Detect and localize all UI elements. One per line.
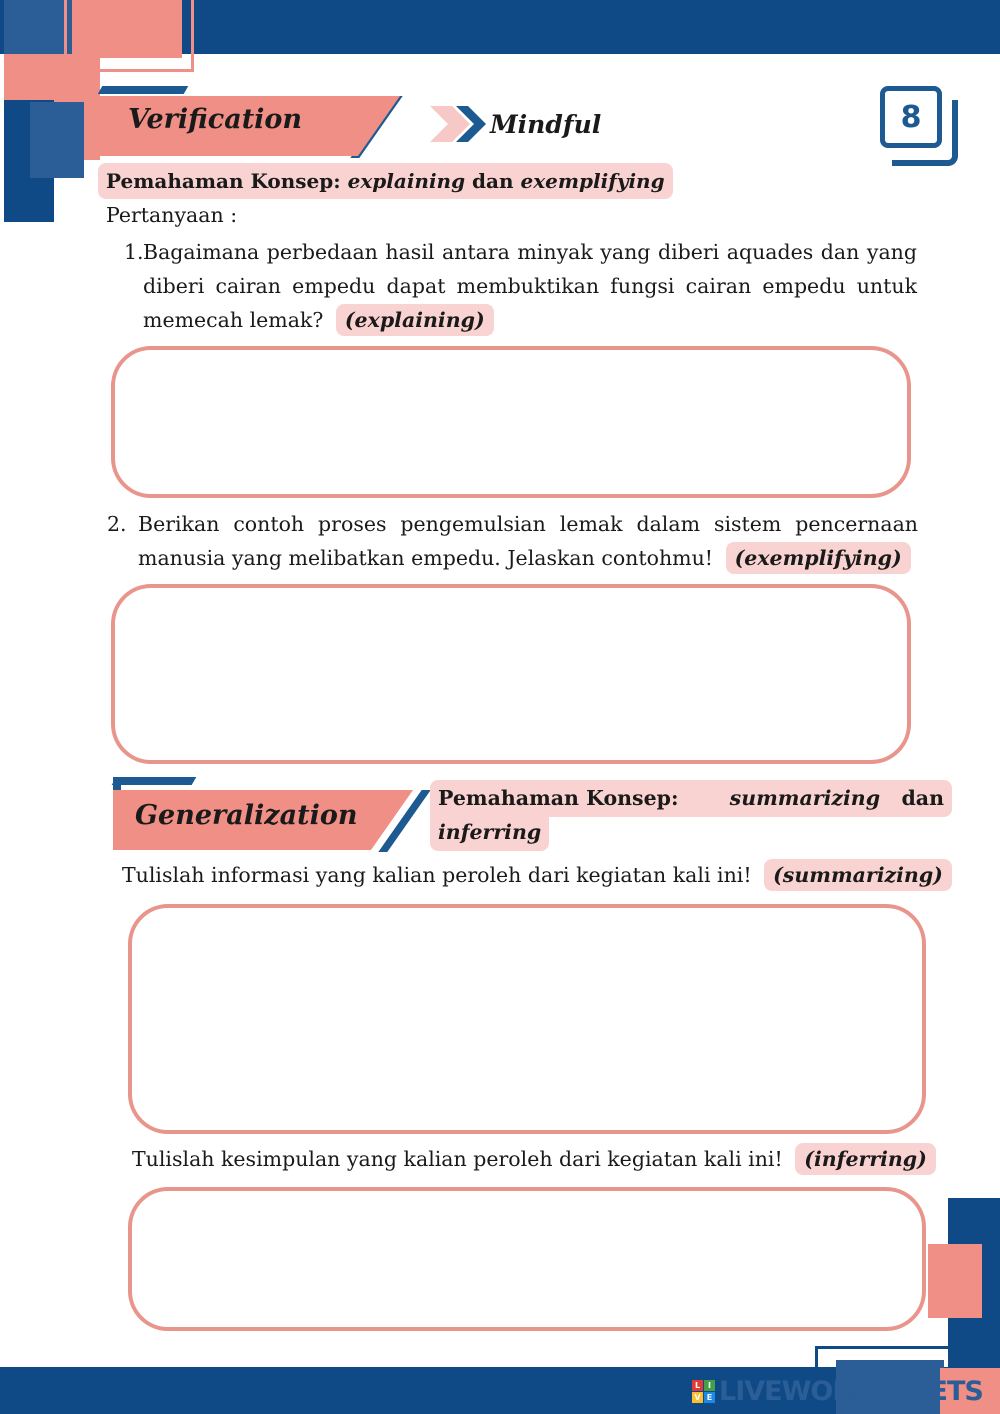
logo-badge-i: I xyxy=(704,1380,715,1391)
q2-line-1: Berikan contoh proses pengemulsian lemak dalam sistem pencernaan xyxy=(138,512,918,536)
generalization-title: Generalization xyxy=(135,800,358,831)
right-block-salmon xyxy=(928,1244,982,1318)
generalization-concept-prefix: Pemahaman Konsep: xyxy=(438,786,679,810)
logo-badge-v: V xyxy=(692,1392,703,1403)
corner-outline xyxy=(64,0,194,72)
q1-text xyxy=(143,235,917,337)
summary-tag: (summarizing) xyxy=(764,859,952,891)
q1-line-2: diberi cairan empedu dapat membuktikan fungsi cairan empedu untuk xyxy=(143,274,917,298)
generalization-concept-joiner: dan xyxy=(901,786,944,810)
concept-term-1: explaining xyxy=(347,169,466,193)
q1-tag: (explaining) xyxy=(336,304,494,336)
verification-title: Verification xyxy=(128,104,303,135)
q1-number: 1. xyxy=(124,240,144,264)
q2-line-2 xyxy=(138,541,918,575)
summary-prompt-row xyxy=(122,858,952,892)
page-number: 8 xyxy=(880,86,942,148)
generalization-banner-accent xyxy=(112,777,197,785)
inference-prompt-row xyxy=(132,1142,936,1176)
corner-block-navy-mid xyxy=(30,102,84,178)
logo-badge-e: E xyxy=(704,1392,715,1403)
liveworksheets-logo[interactable] xyxy=(692,1376,983,1406)
generalization-concept-term-2: inferring xyxy=(438,820,542,844)
logo-text: LIVEWORKSHEETS xyxy=(719,1375,983,1407)
generalization-concept-line-1 xyxy=(430,780,952,817)
logo-badge-icon xyxy=(692,1380,715,1403)
q2-text xyxy=(138,507,918,575)
logo-badge-l: L xyxy=(692,1380,703,1391)
concept-prefix: Pemahaman Konsep: xyxy=(106,169,341,193)
verification-concept-pill xyxy=(98,163,673,199)
verification-banner-accent xyxy=(98,86,189,94)
q1-line-1: Bagaimana perbedaan hasil antara minyak yang diberi aquades dan yang xyxy=(143,240,917,264)
q1-answer-box[interactable] xyxy=(111,346,911,498)
q1-line-3 xyxy=(143,303,917,337)
summary-answer-box[interactable] xyxy=(128,904,926,1134)
inference-prompt: Tulislah kesimpulan yang kalian peroleh dari kegiatan kali ini! xyxy=(132,1147,783,1171)
chevron-right-icon xyxy=(430,106,486,142)
summary-prompt: Tulislah informasi yang kalian peroleh dari kegiatan kali ini! xyxy=(122,863,752,887)
q2-line-2-text: manusia yang melibatkan empedu. Jelaskan contohmu! xyxy=(138,546,714,570)
q2-tag: (exemplifying) xyxy=(726,542,911,574)
concept-joiner: dan xyxy=(472,169,514,193)
generalization-concept-rest xyxy=(730,783,944,814)
concept-term-2: exemplifying xyxy=(520,169,665,193)
inference-tag: (inferring) xyxy=(795,1143,936,1175)
generalization-concept-pill xyxy=(430,780,952,851)
inference-answer-box[interactable] xyxy=(128,1187,926,1331)
q1-line-3-text: memecah lemak? xyxy=(143,308,324,332)
q2-number: 2. xyxy=(107,512,127,536)
q2-answer-box[interactable] xyxy=(111,584,911,764)
questions-label: Pertanyaan : xyxy=(106,203,238,227)
generalization-concept-term-1: summarizing xyxy=(729,786,881,810)
mindful-label: Mindful xyxy=(490,110,602,139)
generalization-concept-line-2 xyxy=(430,817,549,851)
